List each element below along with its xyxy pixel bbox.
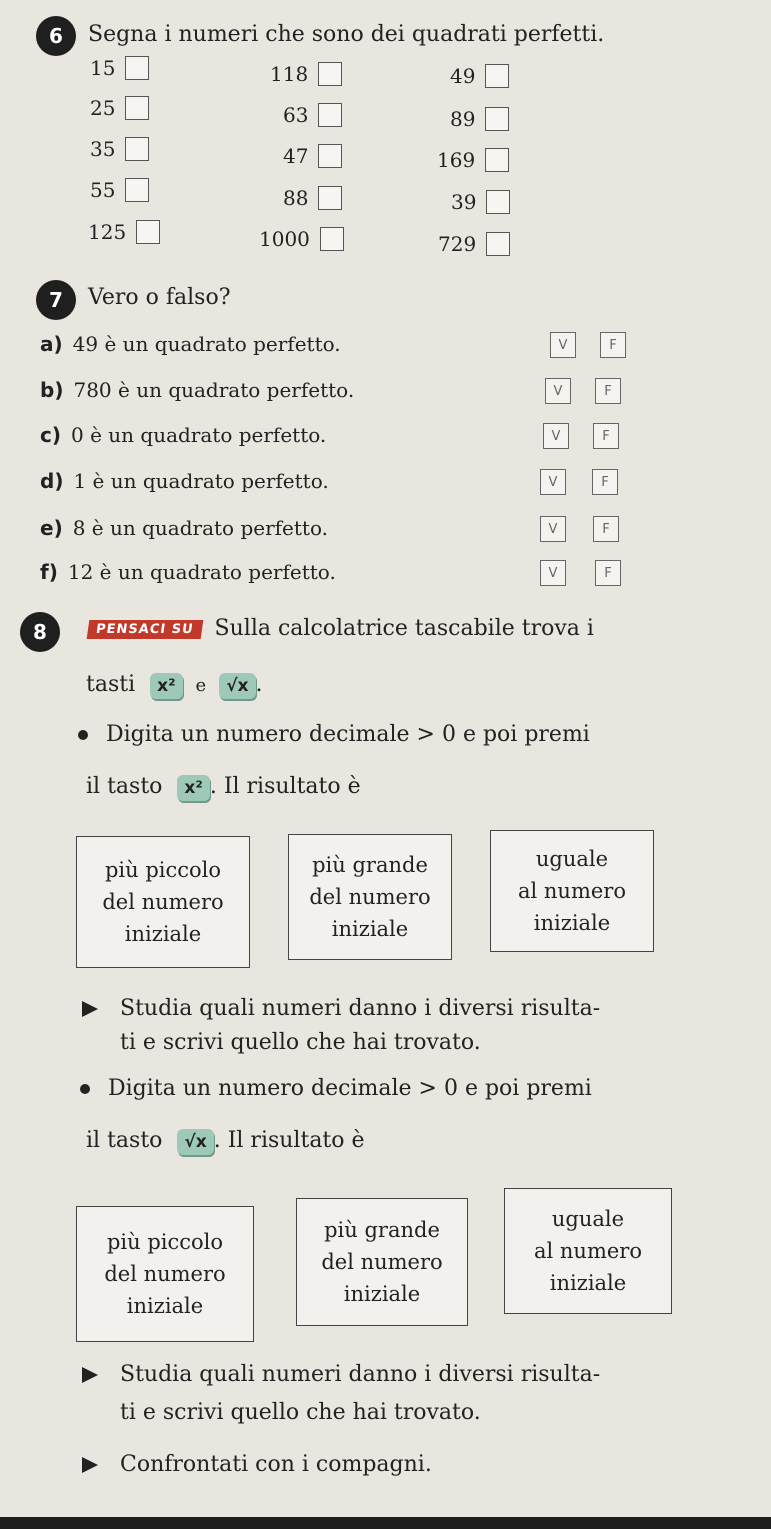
result-label: . Il risultato è <box>209 774 361 799</box>
study-text: Studia quali numeri danno i diversi risulta- <box>120 1362 601 1387</box>
pensaci-su-badge: PENSACI SU <box>87 620 203 639</box>
ex6-number: 39 <box>451 190 477 214</box>
and-label: e <box>195 675 207 696</box>
sqrt-key-icon: √x <box>177 1129 213 1155</box>
il-tasto-label: il tasto <box>86 774 163 799</box>
vf-row <box>40 378 660 408</box>
true-box[interactable]: V <box>550 332 576 358</box>
ex6-number: 1000 <box>259 227 310 251</box>
true-box[interactable]: V <box>540 560 566 586</box>
ex6-number: 49 <box>450 64 476 88</box>
statement: 8 è un quadrato perfetto. <box>72 516 329 540</box>
vf-row <box>40 516 660 546</box>
option-line: al numero <box>518 879 626 903</box>
ex6-item <box>270 62 342 86</box>
statement: 49 è un quadrato perfetto. <box>72 332 341 356</box>
vf-row <box>40 560 660 590</box>
false-box[interactable]: F <box>593 516 619 542</box>
ex6-number: 88 <box>283 186 309 210</box>
false-box[interactable]: F <box>593 423 619 449</box>
study2-line2: ti e scrivi quello che hai trovato. <box>120 1400 481 1425</box>
ex6-number: 729 <box>438 232 477 256</box>
checkbox[interactable] <box>125 137 149 161</box>
option-line: uguale <box>535 847 609 871</box>
ex6-number: 15 <box>90 56 116 80</box>
vf-row <box>40 332 660 362</box>
option-line: più piccolo <box>106 1230 224 1254</box>
option-larger[interactable] <box>288 834 452 960</box>
option-line: iniziale <box>549 1271 627 1295</box>
statement: 780 è un quadrato perfetto. <box>73 378 355 402</box>
part2-line2 <box>86 1128 365 1155</box>
checkbox[interactable] <box>318 186 342 210</box>
checkbox[interactable] <box>125 96 149 120</box>
option-line: uguale <box>551 1207 625 1231</box>
study-text: Studia quali numeri danno i diversi risulta- <box>120 996 601 1021</box>
arrow-bullet-icon <box>82 1457 98 1473</box>
bullet-dot-icon <box>80 1084 90 1094</box>
item-letter: a) <box>40 332 63 356</box>
option-equal[interactable] <box>504 1188 672 1314</box>
ex6-item <box>437 148 509 172</box>
true-box[interactable]: V <box>543 423 569 449</box>
ex6-item <box>283 103 342 127</box>
vf-row <box>40 469 660 499</box>
period: . <box>255 672 263 697</box>
exercise-6-title: Segna i numeri che sono dei quadrati perfetti. <box>88 22 605 47</box>
tasti-label: tasti <box>86 672 136 697</box>
true-box[interactable]: V <box>545 378 571 404</box>
ex6-item <box>90 137 149 161</box>
option-line: al numero <box>534 1239 642 1263</box>
ex6-number: 169 <box>437 148 476 172</box>
exercise-7-number: 7 <box>36 280 76 320</box>
study2-line1 <box>82 1362 600 1387</box>
option-line: più grande <box>324 1218 440 1242</box>
option-line: più grande <box>312 853 428 877</box>
statement: 0 è un quadrato perfetto. <box>71 423 327 447</box>
part1-line1 <box>78 722 590 747</box>
part1-instruction: Digita un numero decimale > 0 e poi premi <box>106 722 590 747</box>
keys-line <box>86 672 263 699</box>
option-larger[interactable] <box>296 1198 468 1326</box>
checkbox[interactable] <box>320 227 344 251</box>
ex6-number: 25 <box>90 96 116 120</box>
part2-line1 <box>80 1076 592 1101</box>
intro-text: Sulla calcolatrice tascabile trova i <box>214 616 594 641</box>
checkbox[interactable] <box>485 107 509 131</box>
false-box[interactable]: F <box>592 469 618 495</box>
exercise-6-number: 6 <box>36 16 76 56</box>
ex6-number: 35 <box>90 137 116 161</box>
vf-row <box>40 423 660 453</box>
confront-text: Confrontati con i compagni. <box>120 1452 432 1477</box>
ex6-item <box>90 96 149 120</box>
ex6-item <box>90 178 149 202</box>
confront-line <box>82 1452 432 1477</box>
bullet-dot-icon <box>78 730 88 740</box>
checkbox[interactable] <box>485 148 509 172</box>
ex6-number: 55 <box>90 178 116 202</box>
ex6-item <box>450 64 509 88</box>
ex6-item <box>88 220 160 244</box>
item-letter: f) <box>40 560 58 584</box>
statement: 1 è un quadrato perfetto. <box>73 469 329 493</box>
ex6-number: 47 <box>283 144 309 168</box>
false-box[interactable]: F <box>595 560 621 586</box>
option-line: del numero <box>104 1262 226 1286</box>
il-tasto-label: il tasto <box>86 1128 163 1153</box>
ex6-item <box>438 232 510 256</box>
true-box[interactable]: V <box>540 516 566 542</box>
option-line: del numero <box>321 1250 443 1274</box>
exercise-8-number: 8 <box>20 612 60 652</box>
option-equal[interactable] <box>490 830 654 952</box>
option-line: del numero <box>102 890 224 914</box>
ex6-item <box>450 107 509 131</box>
checkbox[interactable] <box>318 103 342 127</box>
study1-line2: ti e scrivi quello che hai trovato. <box>120 1030 481 1055</box>
ex6-item <box>259 227 344 251</box>
study1-line1 <box>82 996 600 1021</box>
option-smaller[interactable] <box>76 836 250 968</box>
option-line: iniziale <box>126 1294 204 1318</box>
option-line: del numero <box>309 885 431 909</box>
ex6-number: 63 <box>283 103 309 127</box>
ex6-number: 118 <box>270 62 309 86</box>
item-letter: c) <box>40 423 61 447</box>
option-line: iniziale <box>533 911 611 935</box>
page-bottom-edge <box>0 1517 771 1529</box>
checkbox[interactable] <box>486 232 510 256</box>
false-box[interactable]: F <box>600 332 626 358</box>
sqrt-key-icon: √x <box>219 673 255 699</box>
option-line: iniziale <box>331 917 409 941</box>
arrow-bullet-icon <box>82 1367 98 1383</box>
arrow-bullet-icon <box>82 1001 98 1017</box>
result-label: . Il risultato è <box>213 1128 365 1153</box>
checkbox[interactable] <box>125 56 149 80</box>
checkbox[interactable] <box>318 62 342 86</box>
square-key-icon: x² <box>150 673 182 699</box>
option-line: più piccolo <box>104 858 222 882</box>
item-letter: b) <box>40 378 64 402</box>
exercise-8-intro <box>88 616 594 641</box>
ex6-number: 89 <box>450 107 476 131</box>
ex6-number: 125 <box>88 220 127 244</box>
option-smaller[interactable] <box>76 1206 254 1342</box>
item-letter: d) <box>40 469 64 493</box>
ex6-item <box>90 56 149 80</box>
ex6-item <box>283 186 342 210</box>
square-key-icon: x² <box>177 775 209 801</box>
ex6-item <box>283 144 342 168</box>
checkbox[interactable] <box>318 144 342 168</box>
part1-line2 <box>86 774 361 801</box>
checkbox[interactable] <box>125 178 149 202</box>
false-box[interactable]: F <box>595 378 621 404</box>
exercise-7-title: Vero o falso? <box>88 285 231 310</box>
part2-instruction: Digita un numero decimale > 0 e poi premi <box>108 1076 592 1101</box>
checkbox[interactable] <box>486 190 510 214</box>
true-box[interactable]: V <box>540 469 566 495</box>
checkbox[interactable] <box>485 64 509 88</box>
item-letter: e) <box>40 516 63 540</box>
option-line: iniziale <box>343 1282 421 1306</box>
statement: 12 è un quadrato perfetto. <box>67 560 336 584</box>
option-line: iniziale <box>124 922 202 946</box>
checkbox[interactable] <box>136 220 160 244</box>
ex6-item <box>451 190 510 214</box>
